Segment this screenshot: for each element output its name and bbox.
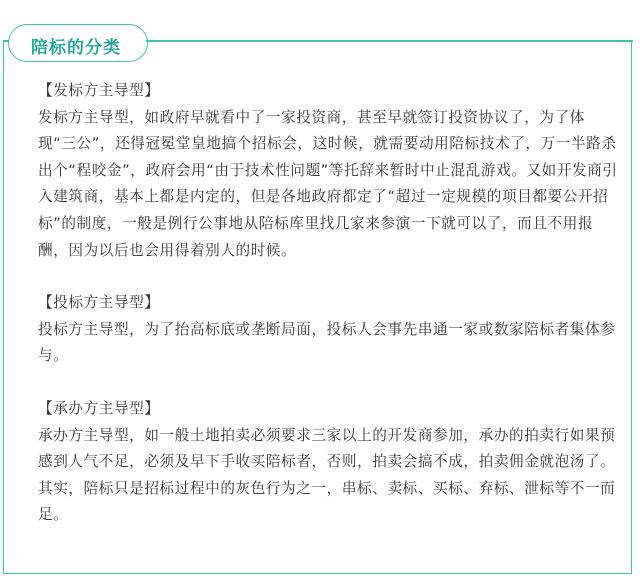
section-bidder-led (38, 290, 618, 370)
section-issuer-led (38, 78, 618, 264)
article-body (38, 78, 618, 555)
section-text: 承办方主导型，如一般土地拍卖必须要求三家以上的开发商参加，承办的拍卖行如果预感到人气不足，必须及早下手收买陪标者，否则，拍卖会搞不成，拍卖佣金就泡汤了。其实，陪标只是招标过程中的灰色行为之一，串标、卖标、买标、弃标、泄标等不一而足。 (38, 426, 616, 524)
section-heading: 【承办方主导型】 (38, 399, 160, 417)
section-heading: 【投标方主导型】 (38, 294, 160, 312)
section-heading: 【发标方主导型】 (38, 82, 160, 99)
section-organizer-led (38, 396, 618, 529)
section-text: 投标方主导型，为了抬高标底或垄断局面，投标人会事先串通一家或数家陪标者集体参与。 (38, 320, 616, 365)
section-text: 发标方主导型，如政府早就看中了一家投资商，甚至早就签订投资协议了，为了体现“三公”，还得冠冕堂皇地搞个招标会，这时候，就需要动用陪标技术了，万一半路杀出个“程咬金”，政府会用“由于技术性问题”等托辞来暂时中止混乱游戏。又如开发商引入建筑商，基本上都是内定的，但是各地政府都定了“超过一定规模的项目都要公开招标”的制度，一般是例行公事地从陪标库里找几家来参演一下就可以了，而且不用报酬，因为以后也会用得着别人的时候。 (38, 108, 618, 259)
page-title: 陪标的分类 (31, 38, 121, 58)
